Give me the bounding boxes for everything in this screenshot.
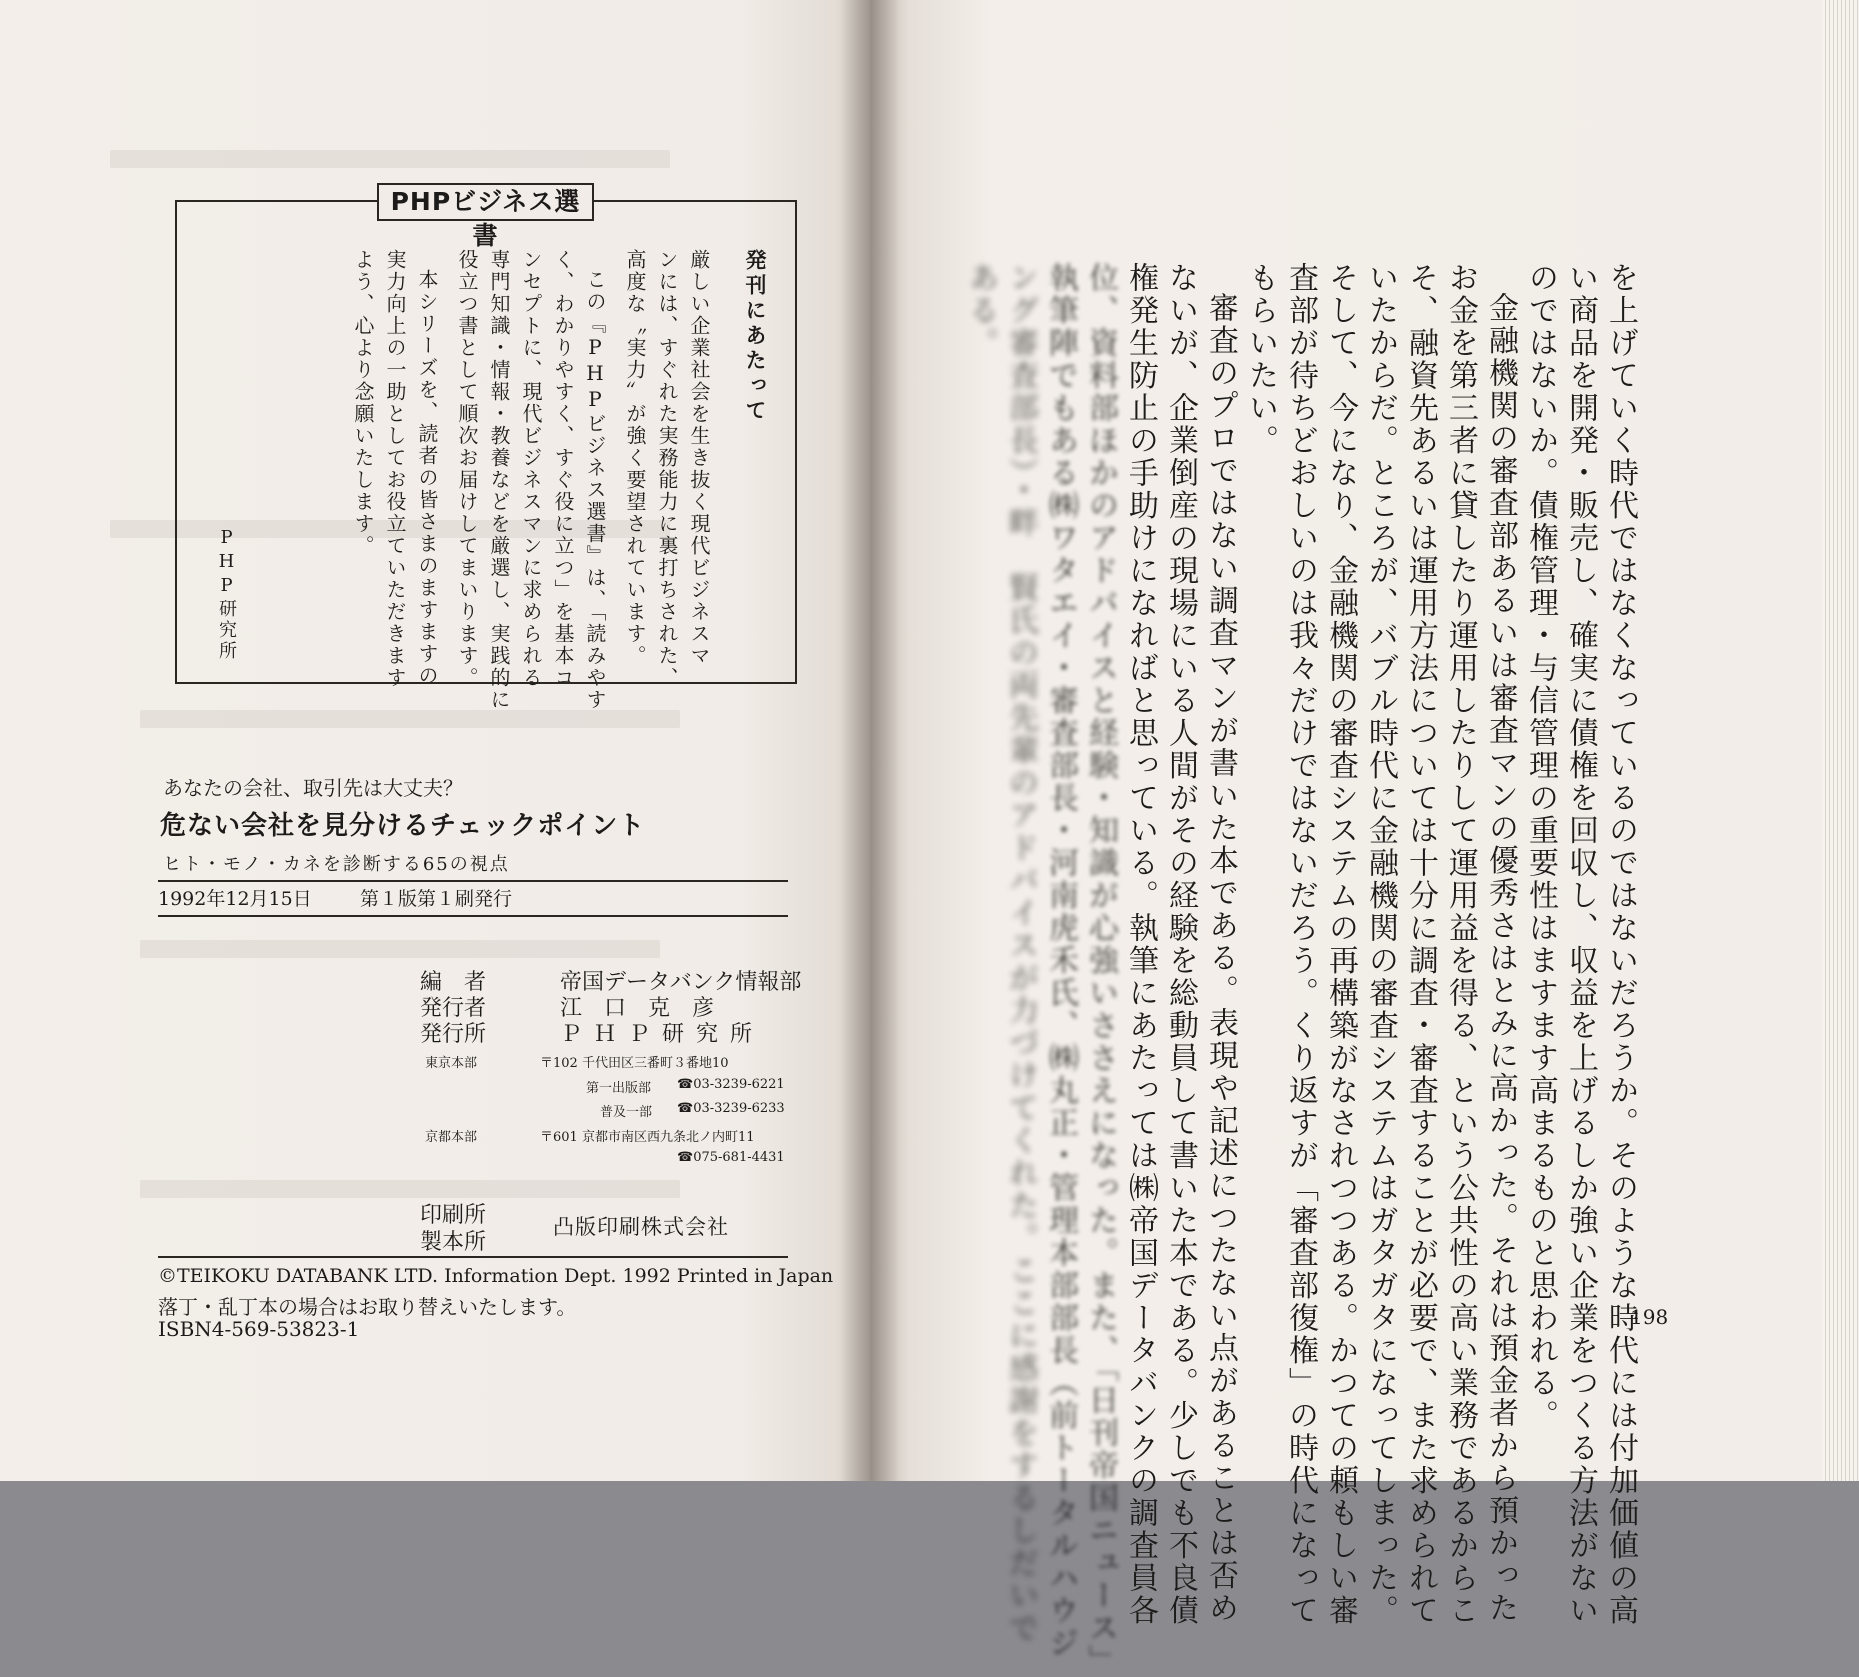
body-text-line: 金融機関の審査部あるいは審査マンの優秀さはとみに高かった。それは預金者から預かった <box>1483 292 1518 1625</box>
series-box <box>175 187 797 711</box>
body-text-line: ある。 <box>963 262 998 360</box>
publisher-person-label: 発行者 <box>420 996 487 1021</box>
body-text-line: 審査のプロではない調査マンが書いた本である。表現や記述につたない点があることは否め <box>1203 292 1238 1625</box>
series-signature: PHP研究所 <box>216 527 237 662</box>
series-text-line: この『PHPビジネス選書』は、「読みやす <box>583 269 607 711</box>
binder-label: 製本所 <box>420 1230 487 1255</box>
dept2-phone: ☎03-3239-6233 <box>677 1101 785 1116</box>
series-text-line: 高度な〝実力〟が強く要望されています。 <box>623 249 647 667</box>
publication-edition: 第１版第１刷発行 <box>360 888 513 910</box>
body-text-line: 権発生防止の手助けになればと思っている。執筆にあたっては㈱帝国データバンクの調査員各 <box>1123 262 1158 1627</box>
body-text-line: 査部が待ちどおしいのは我々だけではないだろう。くり返すが「審査部復権」の時代になって <box>1283 262 1318 1627</box>
publisher-label: 発行所 <box>420 1022 487 1047</box>
printer-value: 凸版印刷株式会社 <box>553 1215 729 1239</box>
series-text-line: 役立つ書として順次お届けしてまいります。 <box>455 249 479 689</box>
page-number: 198 <box>1630 1305 1669 1329</box>
series-text-line: ンには、すぐれた実務能力に裏打ちされた、 <box>655 249 679 689</box>
divider <box>158 915 788 917</box>
series-text-line: く、わかりやすく、すぐ役に立つ」を基本コ <box>551 249 575 689</box>
body-text-line: ないが、企業倒産の現場にいる人間がその経験を総動員して書いた本である。少しでも不良債 <box>1163 262 1198 1627</box>
kyoto-office-address: 〒601 京都市南区西九条北ノ内町11 <box>540 1130 755 1145</box>
publication-date: 1992年12月15日 <box>158 888 312 910</box>
divider <box>158 880 788 882</box>
tokyo-office-address: 〒102 千代田区三番町３番地10 <box>540 1056 729 1071</box>
dept1-phone: ☎03-3239-6221 <box>677 1077 785 1092</box>
book-title: 危ない会社を見分けるチェックポイント <box>160 811 646 841</box>
series-text-line: 厳しい企業社会を生き抜く現代ビジネスマ <box>687 249 711 667</box>
series-text-line: 専門知識・情報・教養などを厳選し、実践的に <box>487 249 511 711</box>
show-through <box>140 710 680 728</box>
divider <box>158 1256 788 1258</box>
series-text-line: 本シリーズを、読者の皆さまのますますの <box>415 269 439 687</box>
series-title: PHPビジネス選書 <box>377 183 594 221</box>
body-text-line: そして、今になり、金融機関の審査システムの再構築がなされつつある。かつての頼もしい審 <box>1323 262 1358 1627</box>
body-text-line: お金を第三者に貸したり運用したりして運用益を得る、という公共性の高い業務であるからこ <box>1443 262 1478 1627</box>
body-text-line: いたからだ。ところが、バブル時代に金融機関の審査システムはガタガタになってしまった。 <box>1363 262 1398 1627</box>
show-through <box>110 150 670 168</box>
series-text-line: ンセプトに、現代ビジネスマンに求められる <box>519 249 543 689</box>
body-text-line: を上げていく時代ではなくなっているのではないだろうか。そのような時代には付加価値の高 <box>1603 262 1638 1627</box>
body-text-line: い商品を開発・販売し、確実に債権を回収し、収益を上げるしか強い企業をつくる方法がない <box>1563 262 1598 1627</box>
series-text-line: よう、心より念願いたします。 <box>351 249 375 557</box>
left-page <box>0 0 870 1481</box>
show-through <box>140 1180 680 1198</box>
body-text-line: そ、融資先あるいは運用方法については十分に調査・審査することが必要で、また求められて <box>1403 262 1438 1627</box>
editor-value: 帝国データバンク情報部 <box>560 970 802 995</box>
book-subtitle-top: あなたの会社、取引先は大丈夫？ <box>163 776 463 800</box>
series-text-line: 実力向上の一助としてお役立ていただきます <box>383 249 407 689</box>
page-edge <box>1822 0 1859 1481</box>
series-heading: 発刊にあたって <box>743 249 767 424</box>
kyoto-office-label: 京都本部 <box>425 1130 478 1145</box>
editor-label: 編 者 <box>420 970 487 995</box>
isbn: ISBN4-569-53823-1 <box>158 1317 360 1341</box>
printer-label: 印刷所 <box>420 1203 487 1228</box>
body-text-line: 位、資料部ほかのアドバイスと経験・知識が心強いささえになった。また、「日刊帝国ニュース」 <box>1083 262 1118 1677</box>
book-subtitle-bottom: ヒト・モノ・カネを診断する65の視点 <box>163 854 510 875</box>
book-gutter <box>840 0 900 1481</box>
replacement-note: 落丁・乱丁本の場合はお取り替えいたします。 <box>158 1295 577 1319</box>
body-text-line: ング審査部長）・畔 賢氏の両先輩のアドバイスが力づけてくれた。ここに感謝をするしだいで <box>1003 262 1038 1645</box>
copyright: ©TEIKOKU DATABANK LTD. Information Dept. 1992 Printed in Japan <box>158 1265 834 1287</box>
body-text-line: 執筆陣でもある㈱ワタエイ・審査部長・河南虎禾氏、㈱丸正・管理本部部長（前トータルハウジ <box>1043 262 1078 1660</box>
publisher-person-value: 江 口 克 彦 <box>560 996 715 1021</box>
body-text-line: のではないか。債権管理・与信管理の重要性はますます高まるものと思われる。 <box>1523 262 1558 1432</box>
kyoto-phone: ☎075-681-4431 <box>677 1150 785 1165</box>
dept1-label: 第一出版部 <box>586 1081 652 1096</box>
dept2-label: 普及一部 <box>600 1105 653 1120</box>
show-through <box>140 940 660 958</box>
body-text-line: もらいたい。 <box>1243 262 1278 457</box>
tokyo-office-label: 東京本部 <box>425 1056 478 1071</box>
publisher-value: ＰＨＰ研究所 <box>560 1022 765 1047</box>
